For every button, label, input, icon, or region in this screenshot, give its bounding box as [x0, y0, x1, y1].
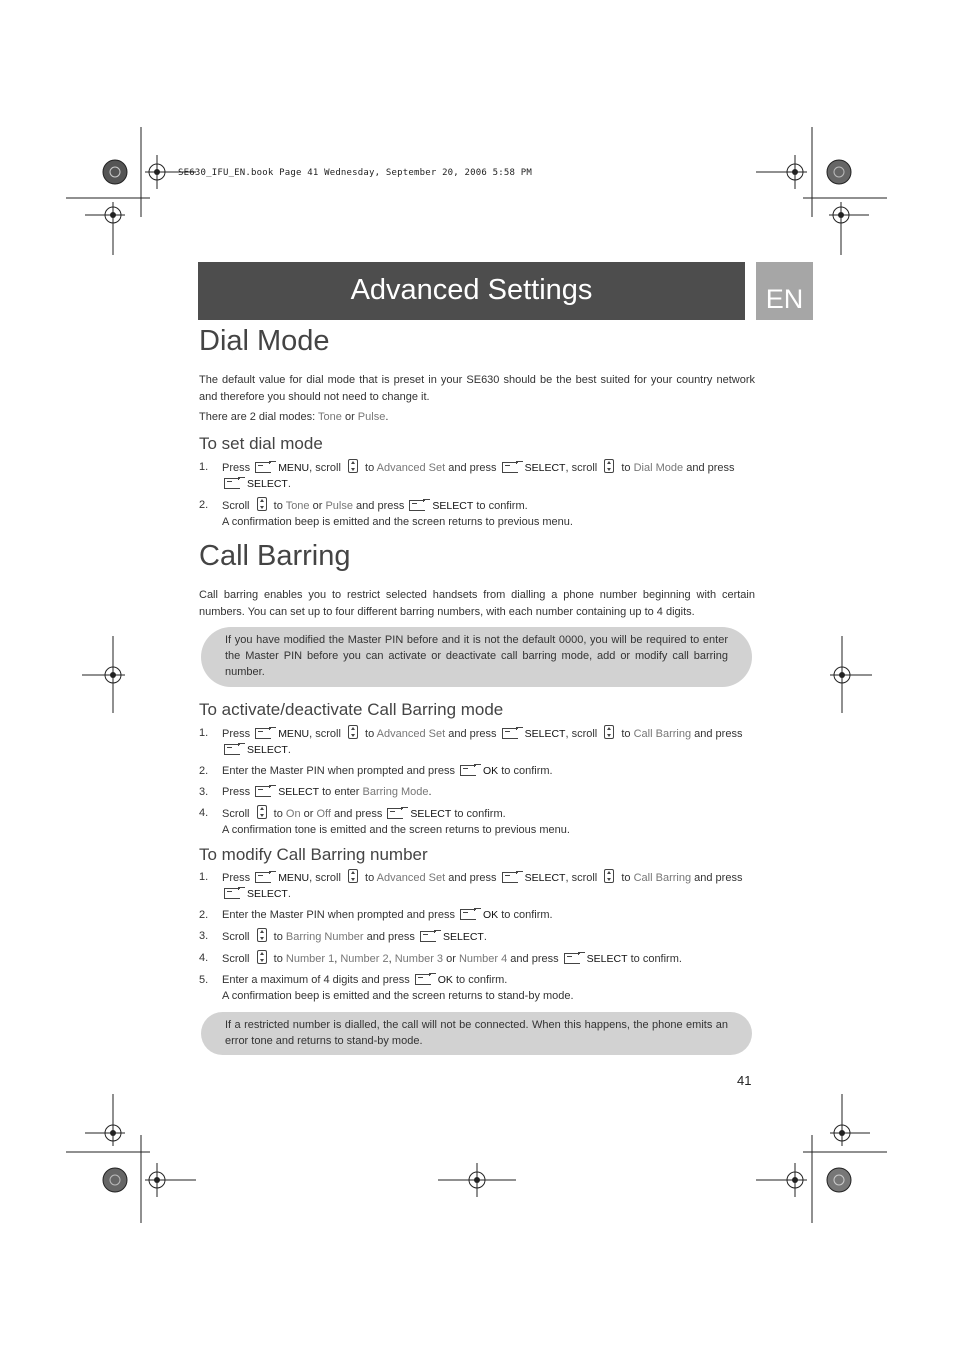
list-item: 4. Scroll to On or Off and press SELECT to confirm. A confirmation tone is emitted and the screen returns to previous menu. — [199, 807, 570, 836]
list-item: 2. Enter the Master PIN when prompted and press OK to confirm. — [199, 765, 553, 777]
dial-mode-modes: There are 2 dial modes: Tone or Pulse. — [199, 411, 389, 423]
print-info: SE630_IFU_EN.book Page 41 Wednesday, September 20, 2006 5:58 PM — [178, 168, 532, 178]
softkey-icon — [502, 727, 522, 738]
list-item: 4. Scroll to Number 1, Number 2, Number 3 or Number 4 and press SELECT to confirm. — [199, 952, 682, 965]
softkey-icon — [409, 499, 429, 510]
scroll-key-icon — [257, 805, 267, 819]
scroll-key-icon — [257, 497, 267, 511]
dial-mode-intro: The default value for dial mode that is preset in your SE630 should be the best suited for your country network and therefore you should not need to change it. — [199, 374, 755, 403]
softkey-icon — [224, 887, 244, 898]
call-barring-intro: Call barring enables you to restrict selected handsets from dialling a phone number beginning with certain numbers. You can set up to four different barring numbers, with each number containing up to 4 digits. — [199, 589, 755, 618]
softkey-icon — [224, 477, 244, 488]
scroll-key-icon — [257, 928, 267, 942]
note-master-pin: If you have modified the Master PIN before and it is not the default 0000, you will be required to enter the Master PIN before you can activate or deactivate call barring mode, add or modify call barring number. — [201, 627, 752, 687]
softkey-icon — [415, 973, 435, 984]
list-item: 2. Scroll to Tone or Pulse and press SELECT to confirm. A confirmation beep is emitted and the screen returns to previous menu. — [199, 499, 573, 528]
chapter-title: Advanced Settings — [350, 274, 593, 306]
list-item: 2. Enter the Master PIN when prompted and press OK to confirm. — [199, 909, 553, 921]
subtitle-activate-call-barring: To activate/deactivate Call Barring mode — [199, 700, 504, 719]
softkey-icon — [255, 461, 275, 472]
subtitle-set-dial-mode: To set dial mode — [199, 434, 323, 453]
softkey-icon — [387, 807, 407, 818]
dial-mode-steps — [199, 459, 755, 535]
softkey-icon — [224, 743, 244, 754]
scroll-key-icon — [348, 459, 358, 473]
scroll-key-icon — [257, 950, 267, 964]
section-title-dial-mode: Dial Mode — [199, 325, 330, 357]
language-tab: EN — [756, 262, 813, 320]
softkey-icon — [502, 871, 522, 882]
page-number: 41 — [737, 1073, 752, 1088]
scroll-key-icon — [348, 725, 358, 739]
subtitle-modify-call-barring: To modify Call Barring number — [199, 845, 428, 864]
scroll-key-icon — [604, 725, 614, 739]
softkey-icon — [460, 764, 480, 775]
softkey-icon — [255, 785, 275, 796]
softkey-icon — [420, 930, 440, 941]
list-item: 1. Press MENU, scroll to Advanced Set and press SELECT, scroll to Call Barring and press SELECT. — [199, 727, 743, 756]
list-item: 3. Press SELECT to enter Barring Mode. — [199, 786, 432, 798]
softkey-icon — [564, 952, 584, 963]
list-item: 1. Press MENU, scroll to Advanced Set and press SELECT, scroll to Dial Mode and press SELECT. — [199, 461, 735, 490]
modify-steps — [199, 869, 755, 1009]
list-item: 1. Press MENU, scroll to Advanced Set and press SELECT, scroll to Call Barring and press SELECT. — [199, 871, 743, 900]
note-restricted-number: If a restricted number is dialled, the call will not be connected. When this happens, the phone emits an error tone and returns to stand-by mode. — [201, 1012, 752, 1055]
list-item: 5. Enter a maximum of 4 digits and press OK to confirm. A confirmation beep is emitted and the screen returns to stand-by mode. — [199, 974, 574, 1002]
scroll-key-icon — [348, 869, 358, 883]
softkey-icon — [502, 461, 522, 472]
scroll-key-icon — [604, 459, 614, 473]
softkey-icon — [460, 908, 480, 919]
list-item: 3. Scroll to Barring Number and press SELECT. — [199, 930, 487, 943]
scroll-key-icon — [604, 869, 614, 883]
softkey-icon — [255, 727, 275, 738]
section-title-call-barring: Call Barring — [199, 540, 351, 572]
softkey-icon — [255, 871, 275, 882]
activate-steps — [199, 725, 755, 843]
